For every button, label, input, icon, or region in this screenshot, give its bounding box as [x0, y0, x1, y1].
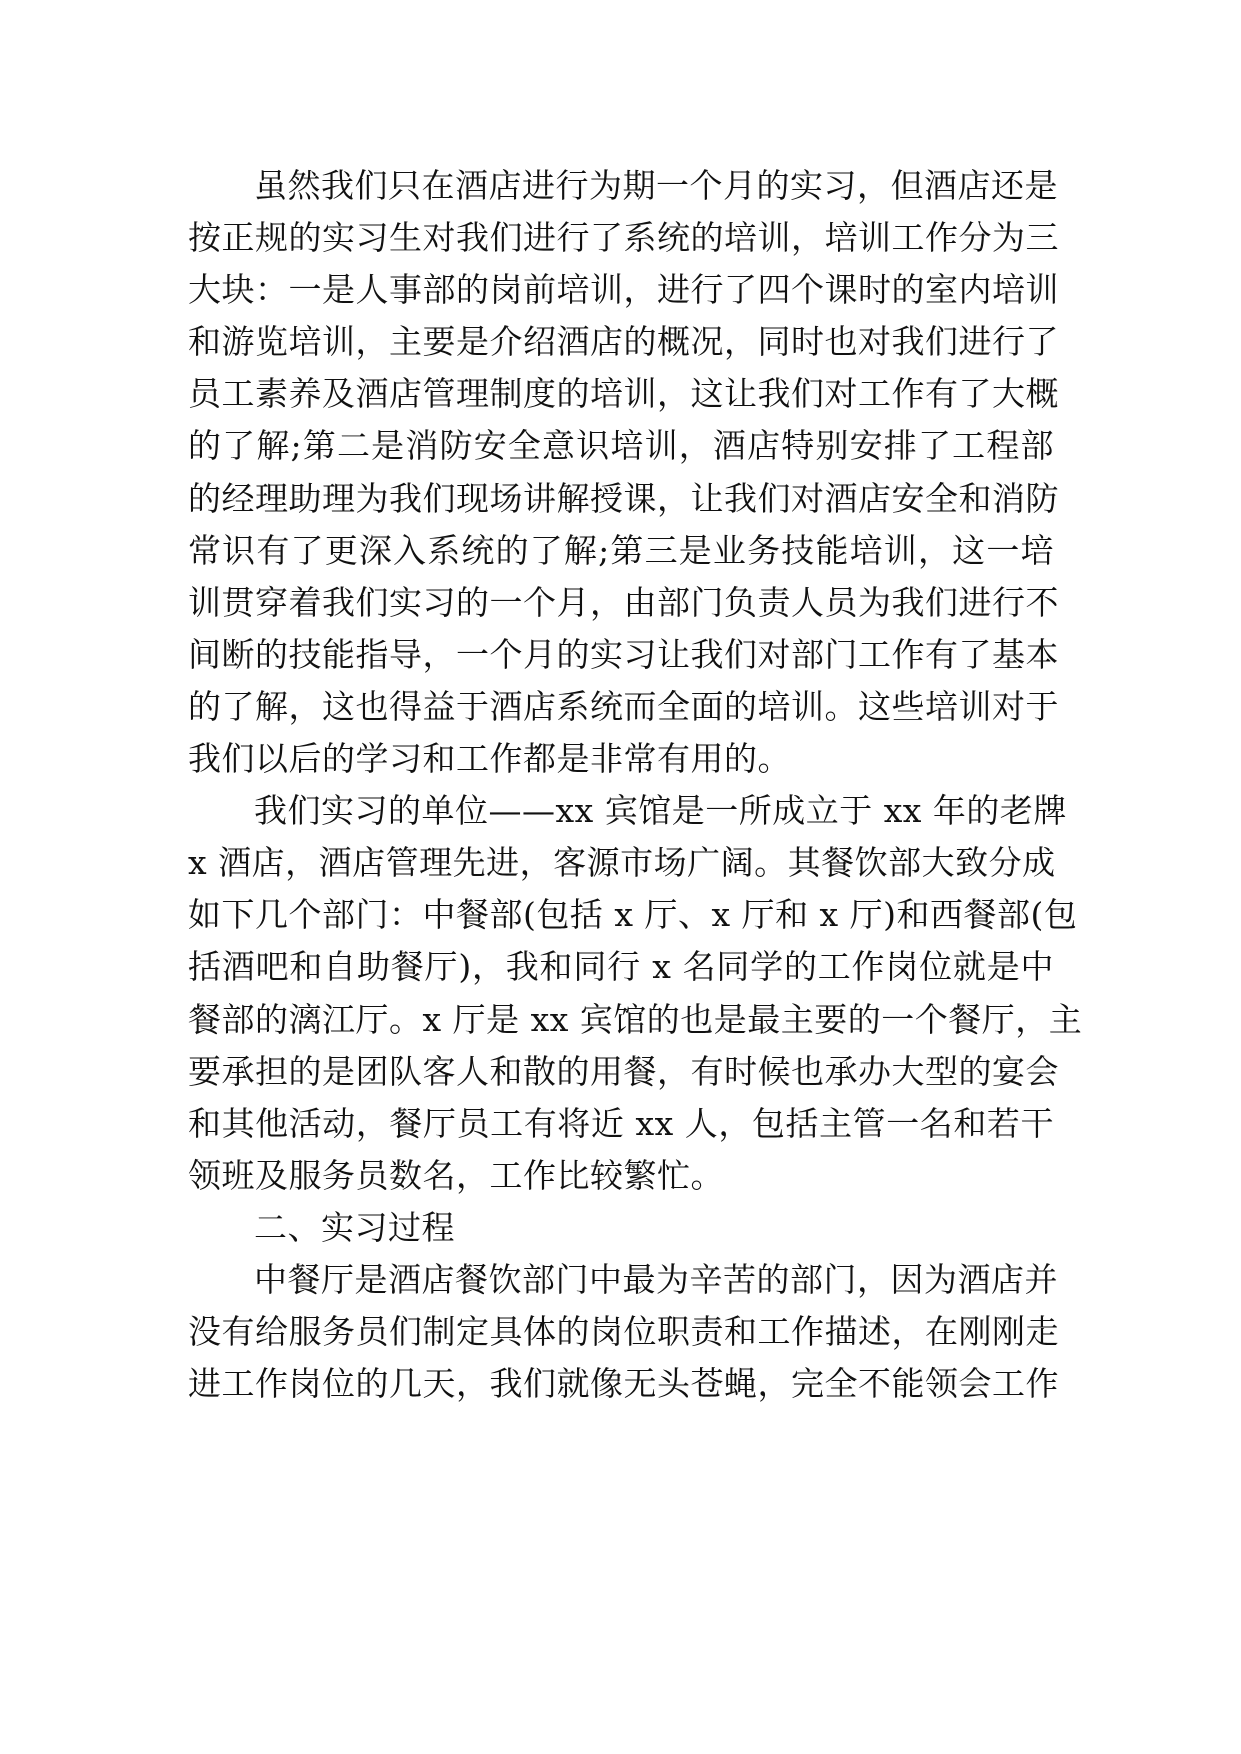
- text-line: 我们实习的单位——xx 宾馆是一所成立于 xx 年的老牌: [254, 791, 1067, 831]
- text-line: 如下几个部门：中餐部(包括 x 厅、x 厅和 x 厅)和西餐部(包: [188, 895, 1078, 935]
- text-line: 员工素养及酒店管理制度的培训，这让我们对工作有了大概: [188, 374, 1059, 414]
- paragraph-chinese-restaurant: [188, 1254, 1059, 1410]
- text-line: 括酒吧和自助餐厅)，我和同行 x 名同学的工作岗位就是中: [188, 947, 1054, 987]
- text-line: 训贯穿着我们实习的一个月，由部门负责人员为我们进行不: [188, 582, 1059, 622]
- text-line: 我们以后的学习和工作都是非常有用的。: [188, 739, 791, 779]
- text-line: 和游览培训，主要是介绍酒店的概况，同时也对我们进行了: [188, 322, 1059, 362]
- text-line: 虽然我们只在酒店进行为期一个月的实习，但酒店还是: [254, 166, 1058, 205]
- text-line: 要承担的是团队客人和散的用餐，有时候也承办大型的宴会: [188, 1051, 1059, 1091]
- paragraph-internship-unit: [188, 785, 1083, 1202]
- paragraph-training: [188, 160, 1059, 785]
- text-line: 的了解;第二是消防安全意识培训，酒店特别安排了工程部: [188, 426, 1054, 466]
- text-line: 大块：一是人事部的岗前培训，进行了四个课时的室内培训: [188, 270, 1059, 310]
- text-line: 常识有了更深入系统的了解;第三是业务技能培训，这一培: [188, 530, 1054, 570]
- text-line: 中餐厅是酒店餐饮部门中最为辛苦的部门，因为酒店并: [254, 1259, 1058, 1299]
- text-line: 没有给服务员们制定具体的岗位职责和工作描述，在刚刚走: [188, 1312, 1059, 1352]
- text-line: 和其他活动，餐厅员工有将近 xx 人，包括主管一名和若干: [188, 1103, 1054, 1143]
- text-line: 间断的技能指导，一个月的实习让我们对部门工作有了基本: [188, 634, 1059, 674]
- section-heading: 二、实习过程: [254, 1207, 455, 1247]
- text-line: 进工作岗位的几天，我们就像无头苍蝇，完全不能领会工作: [188, 1364, 1059, 1404]
- text-line: 的了解，这也得益于酒店系统而全面的培训。这些培训对于: [188, 686, 1059, 726]
- text-line: 的经理助理为我们现场讲解授课，让我们对酒店安全和消防: [188, 478, 1059, 518]
- section-heading-internship-process: [188, 1202, 1054, 1254]
- document-body: [188, 160, 1083, 1410]
- text-line: 领班及服务员数名，工作比较繁忙。: [188, 1155, 724, 1195]
- text-line: 餐部的漓江厅。x 厅是 xx 宾馆的也是最主要的一个餐厅，主: [188, 999, 1083, 1039]
- text-line: x 酒店，酒店管理先进，客源市场广阔。其餐饮部大致分成: [188, 843, 1056, 883]
- text-line: 按正规的实习生对我们进行了系统的培训，培训工作分为三: [188, 218, 1059, 258]
